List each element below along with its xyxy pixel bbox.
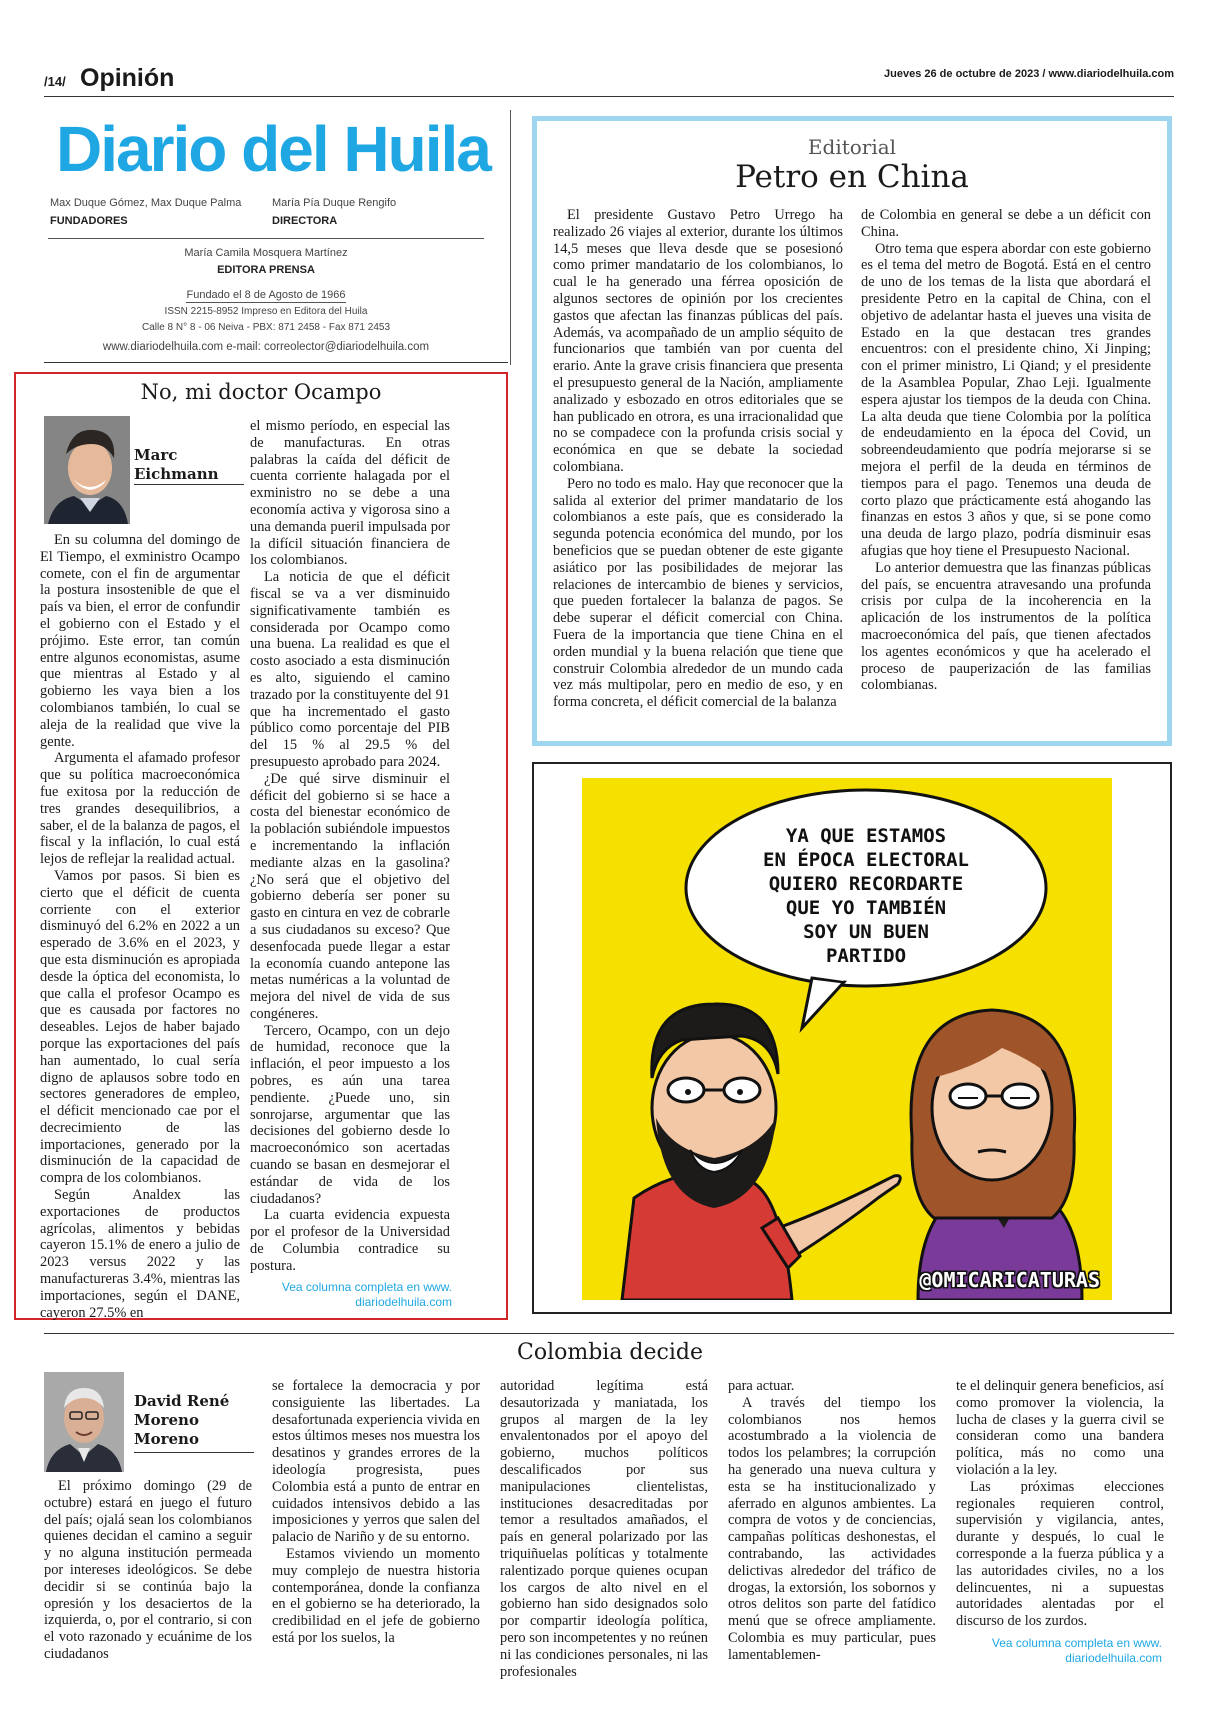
editor-label: EDITORA PRENSA bbox=[217, 264, 315, 276]
masthead-divider bbox=[48, 238, 484, 239]
read-more-line-1[interactable]: Vea columna completa en www. bbox=[281, 1280, 452, 1294]
editorial-title: Petro en China bbox=[735, 159, 969, 195]
ocampo-column bbox=[14, 372, 508, 1320]
paragraph: Tercero, Ocampo, con un dejo de humidad, reconoce que la inflación, el peor impuesto a los pobres, es aún una tarea pendiente. ¿Puede uno, sin sonrojarse, argumentar que las decisiones del gobierno desde lo macroeconómico son acertadas cuando se basan en desmejorar el estándar de vida de los ciudadanos? bbox=[250, 1022, 450, 1207]
paragraph: A través del tiempo los colombianos nos hemos acostumbrado a la violencia de todos los pelambres; la corrupción ha generado una nueva cultura y esta se ha institucionalizado y aferrado en algunos ambientes. La compra de votos y de conciencias, campañas políticas deshonestas, el contrabando, las actividades delictivas alrededor del tráfico de drogas, la extorsión, los sobornos y otros delitos son parte del fatídico menú que se ofrece ampliamente. Colombia es muy particular, pues lamentablemen- bbox=[728, 1394, 936, 1663]
web-email-line: www.diariodelhuila.com e-mail: correolector@diariodelhuila.com bbox=[102, 341, 430, 353]
director-name: María Pía Duque Rengifo bbox=[272, 197, 397, 209]
author-name-line: David René bbox=[134, 1392, 230, 1410]
paragraph: para actuar. bbox=[728, 1378, 795, 1394]
column-divider bbox=[510, 110, 511, 365]
author-name bbox=[134, 1392, 254, 1449]
paragraph: Estamos viviendo un momento muy complejo de nuestra historia contemporánea, donde la confianza en el gobierno se ha deteriorado, la credibilidad en el jefe de gobierno está por los suelos, la bbox=[272, 1545, 480, 1646]
read-more-link[interactable] bbox=[956, 1636, 1162, 1666]
political-cartoon bbox=[582, 778, 1112, 1300]
address-line: Calle 8 N° 8 - 06 Neiva - PBX: 871 2458 - Fax 871 2453 bbox=[141, 322, 391, 333]
masthead-bottom-rule bbox=[44, 362, 508, 363]
editorial-box bbox=[532, 116, 1172, 746]
section-title: Opinión bbox=[80, 64, 175, 92]
author-first-name: Marc bbox=[134, 446, 178, 464]
author-name bbox=[134, 446, 244, 484]
paragraph: Argumenta el afamado profesor que su política macroeconómica fue exitosa por la reducción de tres grandes desequilibrios, a saber, el de la balanza de pagos, el fiscal y la inflación, lo cual está lejos de reflejar la realidad actual. bbox=[40, 750, 240, 868]
page-header bbox=[44, 62, 1174, 96]
ocampo-text-col2 bbox=[250, 418, 450, 1275]
paragraph: autoridad legítima está desautorizada y maniatada, los grupos al margen de la ley envalentonados por el apoyo del gobierno, muchos políticos descalificados por sus manipulaciones clientelistas, instituciones desacreditadas por temor a resultados amañados, el país en general polarizado por las triquiñuelas políticas y totalmente ralentizado porque quienes ocupan los cargos de alto nivel en el gobierno han sido designados solo por compartir ideología política, pero son incompetentes y no reúnen ni las condiciones personales, ni las profesionales bbox=[500, 1378, 708, 1680]
colombia-text-col3 bbox=[500, 1378, 708, 1680]
paragraph: El próximo domingo (29 de octubre) estará en juego el futuro del país; ojalá sean los colombianos quienes decidan el camino a seguir y no alguna institución permeada por intereses ideológicos. Se debe decidir si se continúa bajo la opresión y los desaciertos de la izquierda, o, por el contrario, si con el voto razonado y ecuánime de los ciudadanos bbox=[44, 1478, 252, 1662]
colombia-text-col2 bbox=[272, 1378, 480, 1647]
author-name-line: Moreno bbox=[134, 1411, 199, 1429]
paragraph: Vamos por pasos. Si bien es cierto que el déficit de cuenta corriente con el exterior disminuyó del 6.2% en 2022 a un esperado de 3.6% en el 2023, y que esta disminución es apropiada desde la óptica del economista, lo que calla el profesor Ocampo es que es causada por factores no deseables. Lejos de haber bajado porque las exportaciones del país han aumentado, lo cual sería digno de aplausos sobre todo en sectores generadores de empleo, el déficit mencionado cae por el decrecimiento de las importaciones, generado por la disminución de la capacidad de compra de los colombianos. bbox=[40, 867, 240, 1187]
page-number: /14/ bbox=[44, 74, 66, 89]
paragraph: el mismo período, en especial las de manufacturas. En otras palabras la caída del déficit de cuenta corriente halagada por el exministro no se debe a una economía activa y vigorosa sino a una demanda pueril impulsada por la difícil situación financiera de los colombianos. bbox=[250, 418, 450, 569]
director-label: DIRECTORA bbox=[272, 215, 338, 227]
paragraph: se fortalece la democracia y por consiguiente las libertades. La desafortunada experiencia vivida en estos últimos meses nos muestra los desatinos y grandes errores de la ideología progresista, pues Colombia está a punto de entrar en cuidados intensivos debido a las imposiciones y yerros que salen del palacio de Nariño y de su entorno. bbox=[272, 1378, 480, 1546]
read-more-line-2[interactable]: diariodelhuila.com bbox=[1065, 1651, 1162, 1665]
colombia-text-col1 bbox=[44, 1478, 252, 1663]
cartoon-credit: @OMICARICATURAS bbox=[919, 1268, 1100, 1292]
issn-line: ISSN 2215-8952 Impreso en Editora del Huila bbox=[164, 306, 368, 317]
editorial-text-col2 bbox=[861, 207, 1151, 694]
read-more-link[interactable] bbox=[250, 1280, 452, 1310]
paragraph: Lo anterior demuestra que las finanzas públicas del país, se encuentra atravesando una profunda crisis por culpa de la incoherencia en la aplicación de los instrumentos de la política macroeconómica del país, que tienen afectados los agentes económicos y que ha acelerado el proceso de pauperización de las familias colombianas. bbox=[861, 559, 1151, 694]
author-photo bbox=[44, 1372, 124, 1472]
editorial-kicker: Editorial bbox=[807, 135, 897, 159]
author-rule bbox=[134, 484, 244, 485]
header-rule bbox=[44, 96, 1174, 97]
paragraph: te el delinquir genera beneficios, así como promover la violencia, la lucha de clases y la guerra civil se consideran como una bandera política, más no como una violación a la ley. bbox=[956, 1378, 1164, 1478]
founders-label: FUNDADORES bbox=[50, 215, 128, 227]
date-line: Jueves 26 de octubre de 2023 / www.diariodelhuila.com bbox=[884, 68, 1174, 80]
author-portrait-image bbox=[44, 416, 130, 524]
speech-bubble-text bbox=[728, 824, 1004, 968]
paragraph: En su columna del domingo de El Tiempo, el exministro Ocampo comete, con el fin de argumentar la postura insostenible de que el país va bien, el error de confundir el gobierno con el Estado y el prójimo. Este error, tan común entre algunos economistas, asume que mientras al Estado y al gobierno les vaya bien a los colombianos también, lo cual se aleja de la realidad que vive la gente. bbox=[40, 532, 240, 750]
founded-text: Fundado el 8 de Agosto de 1966 bbox=[186, 289, 346, 301]
paragraph: ¿De qué sirve disminuir el déficit del gobierno si se hace a costa del bienestar económico de la población subiéndole impuestos e incrementando la inflación mediante alzas en la gasolina? ¿No será que el objetivo del gobierno debería ser poner su gasto en cintura en vez de cobrarle a sus ciudadanos su exceso? Que desenfocada puede llegar a estar la economía cuando antepone las metas numéricas a la voluntad de mejora del nivel de vida de sus congéneres. bbox=[250, 770, 450, 1022]
read-more-line-2[interactable]: diariodelhuila.com bbox=[355, 1295, 452, 1309]
newspaper-logo: Diario del Huila bbox=[56, 113, 490, 185]
author-portrait-image bbox=[44, 1372, 124, 1472]
paragraph: La noticia de que el déficit fiscal se va a ver disminuido significativamente también es considerada por Ocampo como una buena. La realidad es que el costo asociado a esta disminución es alto, siguiendo el camino trazado por la constituyente del 91 que ha incrementado el gasto público como porcentaje del PIB del 15 % al 29.5 % del presupuesto aprobado para 2024. bbox=[250, 569, 450, 770]
column-title: No, mi doctor Ocampo bbox=[140, 380, 382, 404]
author-rule bbox=[134, 1452, 254, 1453]
speech-line: EN ÉPOCA ELECTORAL bbox=[763, 849, 969, 871]
author-photo bbox=[44, 416, 130, 524]
paragraph: Pero no todo es malo. Hay que reconocer que la salida al exterior del primer mandatario de los colombianos a este país, que es considerado la segunda potencia económica del mundo, por los beneficios que se puedan obtener de este gigante asiático por las posibilidades de mejorar las relaciones de intercambio de bienes y servicios, que pueden fortalecer la balanza de pagos. Se debe superar el déficit comercial con China. Fuera de la importancia que tiene China en el orden mundial y la buena relación que tiene que construir Colombia alrededor de un mundo cada vez más multipolar, pero en medio de eso, y en forma concreta, el déficit comercial de la balanza bbox=[553, 475, 843, 711]
editor-name: María Camila Mosquera Martínez bbox=[184, 247, 348, 259]
paragraph: La cuarta evidencia expuesta por el profesor de la Universidad de Columbia contradice su postura. bbox=[250, 1207, 450, 1274]
speech-line: PARTIDO bbox=[825, 945, 907, 967]
speech-line: SOY UN BUEN bbox=[803, 921, 929, 943]
read-more-line-1[interactable]: Vea columna completa en www. bbox=[991, 1636, 1162, 1650]
column-title: Colombia decide bbox=[516, 1340, 703, 1365]
speech-line: YA QUE ESTAMOS bbox=[785, 825, 947, 847]
paragraph: El presidente Gustavo Petro Urrego ha realizado 26 viajes al exterior, durante los últimos 14,5 meses que lleva desde que se posesionó como primer mandatario de los colombianos, lo cual le ha generado una férrea oposición de algunos sectores de opinión por los crecientes gastos que afectan las finanzas públicas del país. Además, va acompañado de un amplio séquito de funcionarios que también van por cuenta del erario. Ante la grave crisis financiera que presenta el presupuesto general de la Nación, ampliamente analizado y esbozado en otros editoriales que se han publicado en otrora, es una irracionalidad que no se compadece con la profunda crisis social y económica en que se debate la sociedad colombiana. bbox=[553, 207, 843, 475]
speech-line: QUE YO TAMBIÉN bbox=[785, 897, 947, 919]
founded-line bbox=[48, 289, 484, 301]
colombia-text-col4 bbox=[728, 1378, 936, 1664]
colombia-text-col5 bbox=[956, 1378, 1164, 1630]
paragraph: Otro tema que espera abordar con este gobierno es el tema del metro de Bogotá. Está en el centro de uno de los temas de la lista que abordará el presidente Petro en la capital de China, con el objetivo de adelantar hasta el jueves una visita de Estado en la que destacan tres grandes encuentros: con el presidente chino, Xi Jinping; con el primer ministro, Li Qiand; y el presidente de la Asamblea Popular, Zhao Leji. Igualmente espera ajustar los tiempos de la deuda con China. La alta deuda que tiene Colombia por la política de endeudamiento en la época del Covid, un sobreendeudamiento que podría mejorarse si se mejora el perfil de la deuda en términos de tiempos para el pago. Tenemos una deuda de corto plazo que prácticamente está ahogando las finanzas en estos 3 años y que, si se pone como una deuda de largo plazo, podría disminuir esas afugias que hoy tiene el Presupuesto Nacional. bbox=[861, 240, 1151, 559]
paragraph: Según Analdex las exportaciones de productos agrícolas, alimentos y bebidas cayeron 15.1% de enero a julio de 2023 versus 2022 y las manufactureras 3.4%, mientras las importaciones, según el DANE, cayeron 27.5% en bbox=[40, 1187, 240, 1321]
section-rule bbox=[44, 1333, 1174, 1334]
paragraph: de Colombia en general se debe a un déficit con China. bbox=[861, 207, 1151, 240]
paragraph: Las próximas elecciones regionales requieren control, supervisión y vigilancia, antes, durante y después, lo cual le corresponde a la fuerza pública y a las autoridades civiles, no a los delincuentes, ni a supuestas autoridades alentadas por el discurso de los zurdos. bbox=[956, 1478, 1164, 1630]
author-last-name: Eichmann bbox=[134, 465, 219, 483]
author-name-line: Moreno bbox=[134, 1430, 199, 1448]
speech-line: QUIERO RECORDARTE bbox=[768, 873, 964, 895]
editorial-text-col1 bbox=[553, 207, 843, 711]
ocampo-text-col1 bbox=[40, 532, 240, 1321]
founders-names: Max Duque Gómez, Max Duque Palma bbox=[50, 197, 242, 209]
